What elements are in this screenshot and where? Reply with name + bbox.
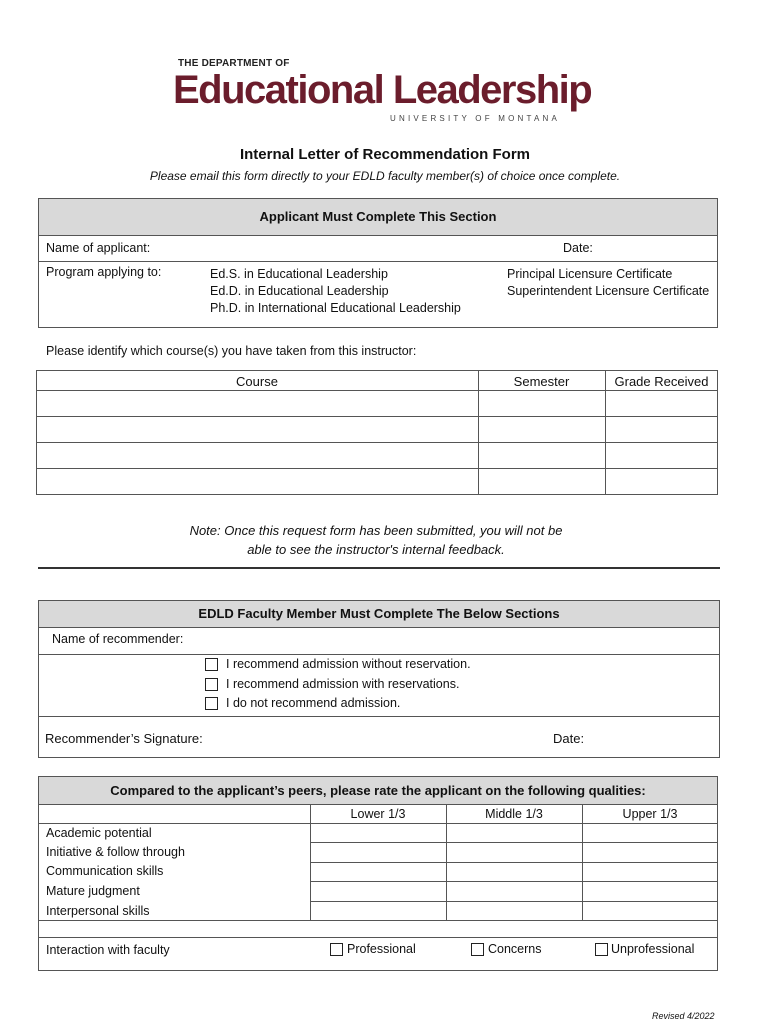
table-row-divider <box>310 862 718 863</box>
quality-label: Interpersonal skills <box>46 904 150 918</box>
signature-input[interactable] <box>215 722 545 752</box>
rating-column-lower: Lower 1/3 <box>350 807 406 821</box>
rating-column-upper: Upper 1/3 <box>622 807 678 821</box>
applicant-section-title: Applicant Must Complete This Section <box>259 209 497 224</box>
recommend-option-label: I recommend admission without reservation. <box>226 657 471 671</box>
interaction-option-label: Professional <box>347 942 416 956</box>
applicant-name-label: Name of applicant: <box>46 241 151 255</box>
signature-label: Recommender’s Signature: <box>45 731 203 746</box>
signature-date-input[interactable] <box>592 722 714 752</box>
signature-date-label: Date: <box>553 731 585 746</box>
recommend-with-reservations-checkbox[interactable] <box>205 678 218 691</box>
logo-wordmark: Educational Leadership <box>173 68 592 112</box>
ratings-header-text: Compared to the applicant’s peers, please rate the applicant on the following qualities: <box>110 783 646 798</box>
table-col-divider <box>446 805 447 920</box>
logo-department-label: THE DEPARTMENT OF <box>178 58 290 69</box>
recommend-option-label: I do not recommend admission. <box>226 696 401 710</box>
semester-column-header: Semester <box>513 374 570 389</box>
applicant-date-input[interactable] <box>600 238 715 259</box>
divider <box>38 654 720 655</box>
interaction-professional-checkbox[interactable] <box>330 943 343 956</box>
table-row-divider <box>38 920 718 921</box>
program-label: Program applying to: <box>46 265 162 279</box>
quality-label: Communication skills <box>46 864 164 878</box>
divider <box>38 261 718 262</box>
section-separator <box>38 567 720 569</box>
form-title: Internal Letter of Recommendation Form <box>239 146 531 163</box>
ratings-header <box>38 776 718 805</box>
table-row-divider <box>36 442 718 443</box>
program-option[interactable]: Principal Licensure Certificate <box>507 267 673 281</box>
applicant-date-label: Date: <box>563 241 593 255</box>
recommender-name-input[interactable] <box>190 629 715 651</box>
program-option[interactable]: Superintendent Licensure Certificate <box>507 284 710 298</box>
program-option[interactable]: Ph.D. in International Educational Leadership <box>210 301 461 315</box>
program-option[interactable]: Ed.S. in Educational Leadership <box>210 267 388 281</box>
divider <box>38 716 720 717</box>
logo-university: UNIVERSITY OF MONTANA <box>390 114 561 123</box>
table-row-divider <box>38 937 718 938</box>
interaction-label: Interaction with faculty <box>46 943 170 957</box>
applicant-section-header <box>38 198 718 236</box>
faculty-section-header <box>38 600 720 628</box>
form-subtitle: Please email this form directly to your EDLD faculty member(s) of choice once complete. <box>149 169 621 183</box>
note-line-2: able to see the instructor's internal feedback. <box>247 542 505 557</box>
recommend-without-reservation-checkbox[interactable] <box>205 658 218 671</box>
recommender-name-label: Name of recommender: <box>52 632 184 646</box>
applicant-name-input[interactable] <box>160 238 550 259</box>
table-row-divider <box>310 881 718 882</box>
table-row-divider <box>310 901 718 902</box>
interaction-concerns-checkbox[interactable] <box>471 943 484 956</box>
note-line-1: Note: Once this request form has been submitted, you will not be <box>189 523 563 538</box>
quality-label: Mature judgment <box>46 884 140 898</box>
table-row-divider <box>36 468 718 469</box>
table-row-divider <box>36 416 718 417</box>
grade-column-header: Grade Received <box>614 374 709 389</box>
interaction-option-label: Unprofessional <box>611 942 695 956</box>
revised-date: Revised 4/2022 <box>652 1011 715 1021</box>
table-row-divider <box>38 823 718 824</box>
table-row-divider <box>310 842 718 843</box>
program-option[interactable]: Ed.D. in Educational Leadership <box>210 284 389 298</box>
quality-label: Academic potential <box>46 826 152 840</box>
faculty-section-title: EDLD Faculty Member Must Complete The Below Sections <box>198 606 560 621</box>
do-not-recommend-checkbox[interactable] <box>205 697 218 710</box>
interaction-unprofessional-checkbox[interactable] <box>595 943 608 956</box>
quality-label: Initiative & follow through <box>46 845 185 859</box>
recommend-option-label: I recommend admission with reservations. <box>226 677 460 691</box>
courses-prompt: Please identify which course(s) you have taken from this instructor: <box>46 344 417 358</box>
table-row-divider <box>36 390 718 391</box>
rating-column-middle: Middle 1/3 <box>485 807 543 821</box>
interaction-option-label: Concerns <box>488 942 542 956</box>
table-col-divider <box>310 805 311 920</box>
table-col-divider <box>582 805 583 920</box>
course-column-header: Course <box>236 374 278 389</box>
